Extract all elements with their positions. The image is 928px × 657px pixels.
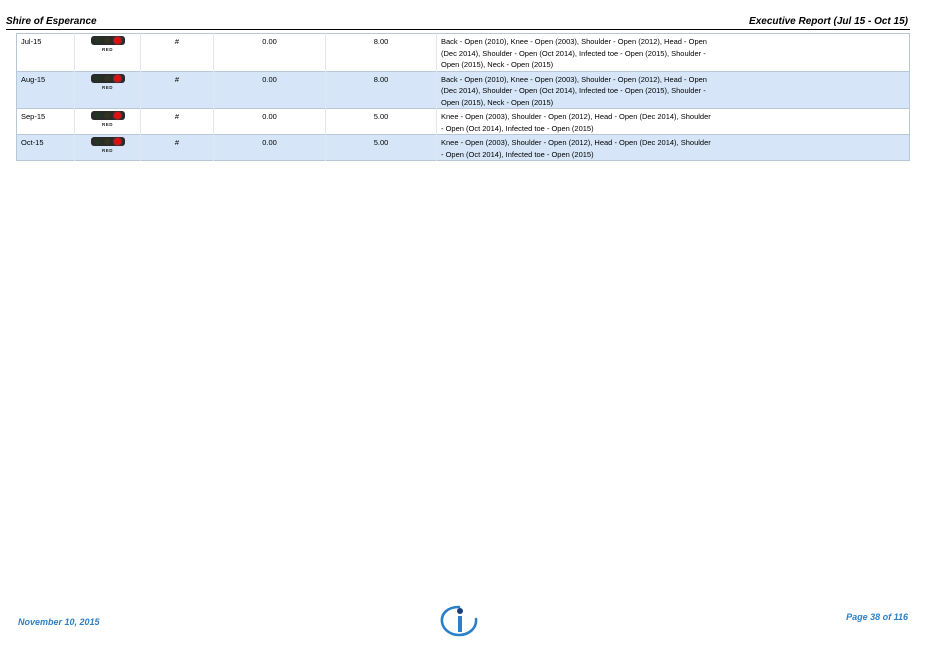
period-cell: Jul-15 bbox=[17, 34, 75, 72]
notes-text: Knee - Open (2003), Shoulder - Open (2012), Head - Open (Dec 2014), Shoulder - Open (Oct 2014), Infected toe - Open (2015) bbox=[441, 112, 711, 133]
value-a-cell: 0.00 bbox=[214, 135, 326, 161]
table-row bbox=[17, 135, 910, 161]
indicator-cell: # bbox=[141, 135, 214, 161]
traffic-light-icon bbox=[90, 74, 126, 91]
status-label: RED bbox=[101, 84, 113, 90]
status-label: RED bbox=[101, 47, 113, 52]
notes-cell bbox=[437, 109, 910, 135]
value-b-cell: 5.00 bbox=[326, 109, 437, 135]
notes-cell bbox=[437, 34, 910, 72]
traffic-light-cell bbox=[75, 34, 141, 72]
notes-cell bbox=[437, 71, 910, 109]
value-a-cell: 0.00 bbox=[214, 71, 326, 109]
table-row bbox=[17, 34, 910, 72]
notes-text: Back - Open (2010), Knee - Open (2003), Shoulder - Open (2012), Head - Open (Dec 2014), Shoulder - Open (Oct 2014), Infected toe - Open (2015), Shoulder - Open (2015), Neck - Open (2015) bbox=[441, 74, 707, 107]
indicator-cell: # bbox=[141, 34, 214, 72]
traffic-light-icon bbox=[90, 137, 126, 154]
status-label: RED bbox=[101, 122, 113, 127]
traffic-light-cell bbox=[75, 71, 141, 109]
value-b-cell: 8.00 bbox=[326, 71, 437, 109]
traffic-light-icon bbox=[90, 36, 126, 53]
status-label: RED bbox=[101, 148, 113, 153]
traffic-light-icon bbox=[90, 111, 126, 128]
indicator-cell: # bbox=[141, 109, 214, 135]
report-title: Executive Report (Jul 15 - Oct 15) bbox=[749, 16, 908, 27]
period-cell: Sep-15 bbox=[17, 109, 75, 135]
report-table bbox=[16, 33, 910, 161]
info-i-logo-icon bbox=[439, 604, 479, 638]
footer-date: November 10, 2015 bbox=[18, 617, 100, 627]
value-b-cell: 8.00 bbox=[326, 34, 437, 72]
table-row bbox=[17, 109, 910, 135]
notes-text: Knee - Open (2003), Shoulder - Open (2012), Head - Open (Dec 2014), Shoulder - Open (Oct 2014), Infected toe - Open (2015) bbox=[441, 138, 711, 159]
traffic-light-cell bbox=[75, 135, 141, 161]
value-a-cell: 0.00 bbox=[214, 34, 326, 72]
notes-text: Back - Open (2010), Knee - Open (2003), Shoulder - Open (2012), Head - Open (Dec 2014), Shoulder - Open (Oct 2014), Infected toe - Open (2015), Shoulder - Open (2015), Neck - Open (2015) bbox=[441, 37, 707, 69]
notes-cell bbox=[437, 135, 910, 161]
value-a-cell: 0.00 bbox=[214, 109, 326, 135]
org-name: Shire of Esperance bbox=[6, 16, 97, 27]
period-cell: Oct-15 bbox=[17, 135, 75, 161]
traffic-light-cell bbox=[75, 109, 141, 135]
period-cell: Aug-15 bbox=[17, 71, 75, 109]
indicator-cell: # bbox=[141, 71, 214, 109]
header-divider bbox=[6, 29, 910, 30]
table-row bbox=[17, 71, 910, 109]
value-b-cell: 5.00 bbox=[326, 135, 437, 161]
page-number: Page 38 of 116 bbox=[846, 612, 908, 622]
